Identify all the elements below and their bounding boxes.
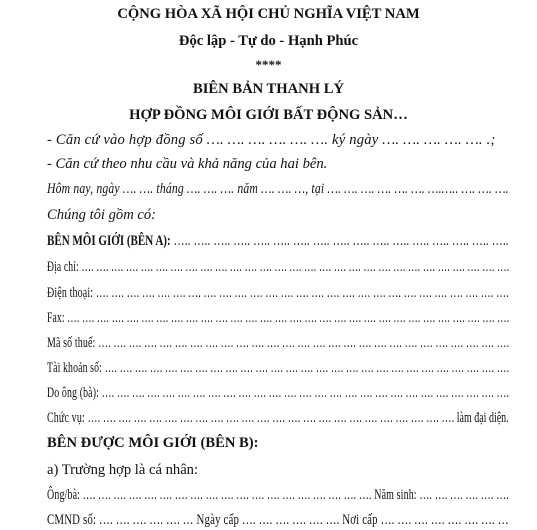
- party-a-address: Địa chỉ: …. …. …. …. …. …. …. …. …. …. …. …. …. …. …. …. …. …. …. …. …. …. …. …. …. …. …. …. ….: [47, 259, 510, 275]
- party-a-account: Tài khoản số: …. …. …. …. …. …. …. …. …. …. …. …. …. …. …. …. …. …. …. …. …. …. …. …. …. …. ….: [47, 360, 510, 376]
- header-stars: ****: [255, 57, 282, 72]
- party-a-position: Chức vụ: …. …. …. …. …. …. …. …. …. …. …. …. …. …. …. …. …. …. …. …. …. …. …. ….: [47, 410, 455, 426]
- party-b-name: Ông/bà: …. …. …. …. …. …. …. …. …. …. …. …. …. …. …. …. …. …. …. Năm sinh: …. …. …. …. …. ….: [47, 487, 509, 503]
- doc-title-line2: HỢP ĐỒNG MÔI GIỚI BẤT ĐỘNG SẢN…: [129, 107, 408, 123]
- national-motto: Độc lập - Tự do - Hạnh Phúc: [178, 33, 359, 49]
- date-place-line: Hôm nay, ngày …. …. tháng …. …. …. năm …. …. …, tại …. …. …. …. …. …. ….….. …. …. ….: [47, 181, 509, 197]
- party-b-id-card: CMND số: …. …. …. …. …. … Ngày cấp …. …. …. …. …. …. Nơi cấp …. …. …. …. …. …. …. …: [47, 512, 509, 528]
- doc-title-line1: BIÊN BẢN THANH LÝ: [193, 81, 344, 97]
- party-a-heading: BÊN MÔI GIỚI (BÊN A):: [47, 233, 171, 249]
- party-a-representative: Do ông (bà): …. …. …. …. …. …. …. …. …. …. …. …. …. …. …. …. …. …. …. …. …. …. …. …. …. …. ….: [47, 385, 510, 401]
- party-a-position-row: [47, 409, 509, 427]
- party-b-heading: BÊN ĐƯỢC MÔI GIỚI (BÊN B):: [47, 435, 259, 451]
- party-a-heading-row: [47, 232, 509, 250]
- party-a-tax-code: Mã số thuế: …. …. …. …. …. …. …. …. …. …. …. …. …. …. …. …. …. …. …. …. …. …. …. …. …. …. ….: [47, 335, 510, 351]
- party-a-fax: Fax: …. …. …. …. …. …. …. …. …. …. …. …. …. …. …. …. …. …. …. …. …. …. …. …. …. …. …. …. …. ….: [47, 310, 510, 326]
- legal-basis-1: - Căn cứ vào hợp đồng số …. …. …. …. …. …. ký ngày …. …. …. …. …. .;: [47, 132, 496, 148]
- legal-basis-2: - Căn cứ theo nhu cầu và khả năng của hai bên.: [47, 156, 328, 172]
- party-a-heading-dots: ….. ….. ….. ….. ….. ….. ….. ….. ….. ….. ….. ….. ….. ….. ….. ….. …..: [170, 233, 509, 249]
- we-are-label: Chúng tôi gồm có:: [47, 207, 157, 223]
- party-b-individual-case: a) Trường hợp là cá nhân:: [47, 462, 199, 478]
- country-title: CỘNG HÒA XÃ HỘI CHỦ NGHĨA VIỆT NAM: [117, 6, 420, 22]
- party-a-phone: Điện thoại: …. …. …. …. …. …. …. …. …. …. …. …. …. …. …. …. …. …. …. …. …. …. …. …. …. …. ….: [47, 285, 509, 301]
- party-a-position-suffix: làm đại diện.: [456, 410, 509, 426]
